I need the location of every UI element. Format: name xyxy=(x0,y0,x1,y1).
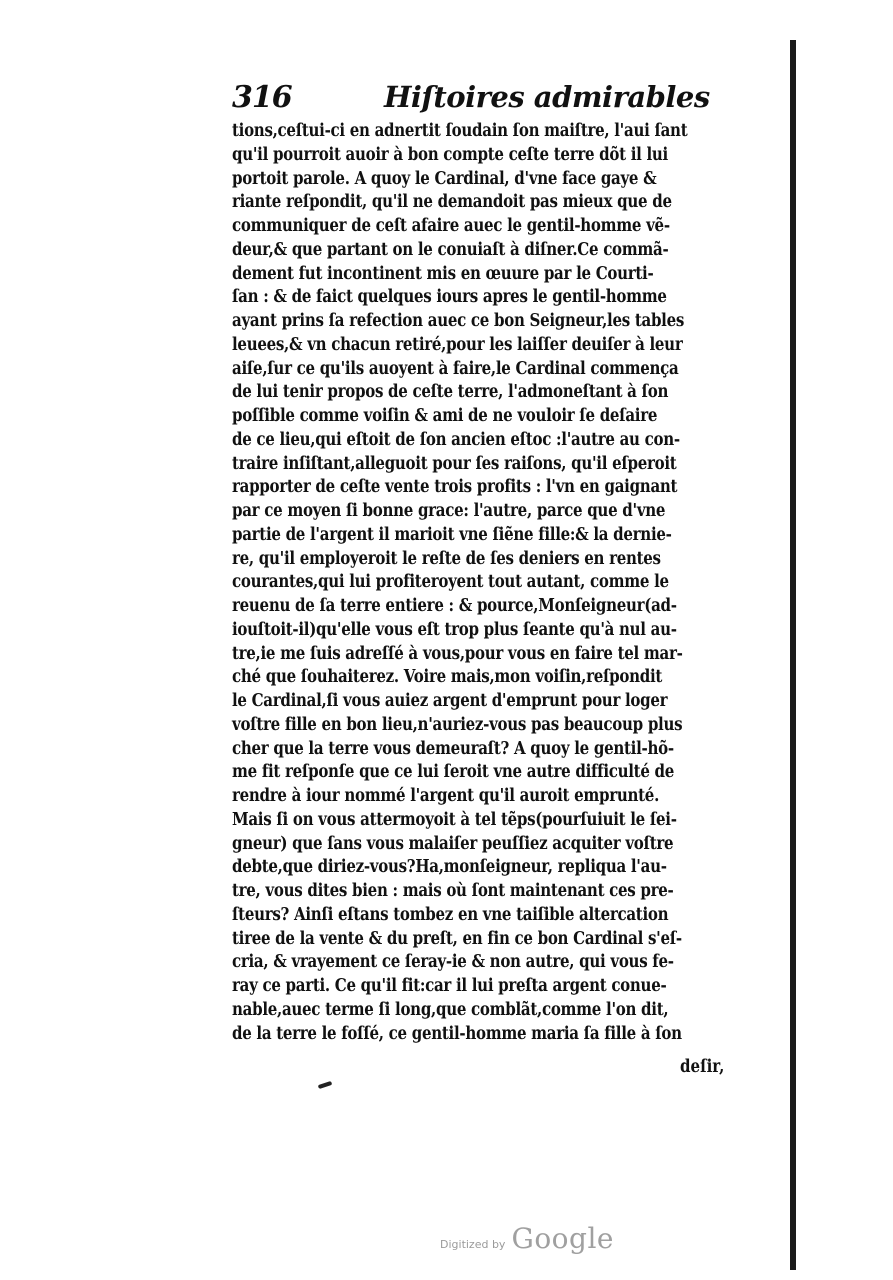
text-line: de lui tenir propos de ceſte terre, l'admoneſtant à ſon xyxy=(232,382,669,403)
page-header xyxy=(232,80,752,122)
running-head: Hiſtoires admirables xyxy=(384,80,710,114)
text-line: aiſe,ſur ce qu'ils auoyent à faire,le Cardinal commença xyxy=(232,358,679,379)
text-line: partie de l'argent il marioit vne ſiẽne fille:& la dernie- xyxy=(232,524,672,545)
text-line: deur,& que partant on le conuiaſt à diſner.Ce commã- xyxy=(232,239,669,260)
text-line: ſan : & de faict quelques iours apres le gentil-homme xyxy=(232,287,667,308)
text-line: ché que ſouhaiterez. Voire mais,mon voiſin,reſpondit xyxy=(232,667,663,688)
text-line: re, qu'il employeroit le reſte de ſes deniers en rentes xyxy=(232,548,661,569)
text-line: tre, vous dites bien : mais où ſont maintenant ces pre- xyxy=(232,881,674,901)
text-line: me fit reſponſe que ce lui ſeroit vne autre difficulté de xyxy=(232,762,675,783)
text-line: nable,auec terme ſi long,que comblãt,comme l'on dit, xyxy=(232,999,669,1020)
text-line: qu'il pourroit auoir à bon compte ceſte terre dõt il lui xyxy=(232,144,668,165)
text-line: traire inſiſtant,alleguoit pour ſes raiſons, qu'il eſperoit xyxy=(232,453,677,474)
text-line: voſtre fille en bon lieu,n'auriez-vous pas beaucoup plus xyxy=(232,714,683,735)
digitized-label: Digitized by xyxy=(440,1238,506,1251)
ink-mark xyxy=(318,1081,333,1089)
text-line: debte,que diriez-vous?Ha,monſeigneur, repliqua l'au- xyxy=(232,857,667,878)
text-line: ſteurs? Ainſi eſtans tombez en vne taiſible altercation xyxy=(232,904,669,925)
text-line: ayant prins ſa refection auec ce bon Seigneur,les tables xyxy=(232,311,685,331)
text-line: iouſtoit-il)qu'elle vous eſt trop plus ſeante qu'à nul au- xyxy=(232,619,677,640)
text-line: tre,ie me ſuis adreſſé à vous,pour vous en faire tel mar- xyxy=(232,643,683,664)
text-line: portoit parole. A quoy le Cardinal, d'vne face gaye & xyxy=(232,168,657,189)
text-line: par ce moyen ſi bonne grace: l'autre, parce que d'vne xyxy=(232,501,666,521)
text-line: dement fut incontinent mis en œuure par le Courti- xyxy=(232,263,654,284)
text-line: riante reſpondit, qu'il ne demandoit pas mieux que de xyxy=(232,192,672,213)
text-line: Mais ſi on vous attermoyoit à tel tẽps(pourſuiuit le ſei- xyxy=(232,809,677,830)
text-line: de la terre le foſſé, ce gentil-homme maria ſa fille à ſon xyxy=(232,1023,682,1044)
google-watermark xyxy=(440,1222,614,1255)
text-line: tiree de la vente & du preſt, en fin ce bon Cardinal s'eſ- xyxy=(232,928,682,949)
text-line: rapporter de ceſte vente trois profits : l'vn en gaignant xyxy=(232,477,678,498)
book-spine-shadow xyxy=(790,40,796,1270)
text-line: cria, & vrayement ce ſeray-ie & non autre, qui vous fe- xyxy=(232,952,674,973)
text-line: gneur) que ſans vous malaiſer peuſſiez acquiter voſtre xyxy=(232,833,674,854)
text-line: tions,ceſtui-ci en adnertit ſoudain ſon maiſtre, l'aui ſant xyxy=(232,121,688,141)
text-line: leuees,& vn chacun retiré,pour les laiſſer deuiſer à leur xyxy=(232,334,683,355)
body-text xyxy=(232,120,777,1046)
text-line: le Cardinal,ſi vous auiez argent d'emprunt pour loger xyxy=(232,691,668,711)
text-line: de ce lieu,qui eſtoit de ſon ancien eſtoc :l'autre au con- xyxy=(232,429,680,450)
text-line: rendre à iour nommé l'argent qu'il auroit emprunté. xyxy=(232,786,660,806)
google-logo: Google xyxy=(511,1222,614,1255)
page-number: 316 xyxy=(232,80,292,115)
text-line: courantes,qui lui profiteroyent tout autant, comme le xyxy=(232,572,669,593)
text-line: ray ce parti. Ce qu'il fit:car il lui preſta argent conue- xyxy=(232,976,667,996)
text-line: communiquer de ceſt afaire auec le gentil-homme vẽ- xyxy=(232,216,670,236)
text-line: poſſible comme voiſin & ami de ne vouloir ſe deſaire xyxy=(232,406,658,426)
catchword: deſir, xyxy=(680,1057,725,1077)
text-line: reuenu de ſa terre entiere : & pource,Monſeigneur(ad- xyxy=(232,596,677,616)
text-line: cher que la terre vous demeuraſt? A quoy le gentil-hõ- xyxy=(232,738,674,759)
